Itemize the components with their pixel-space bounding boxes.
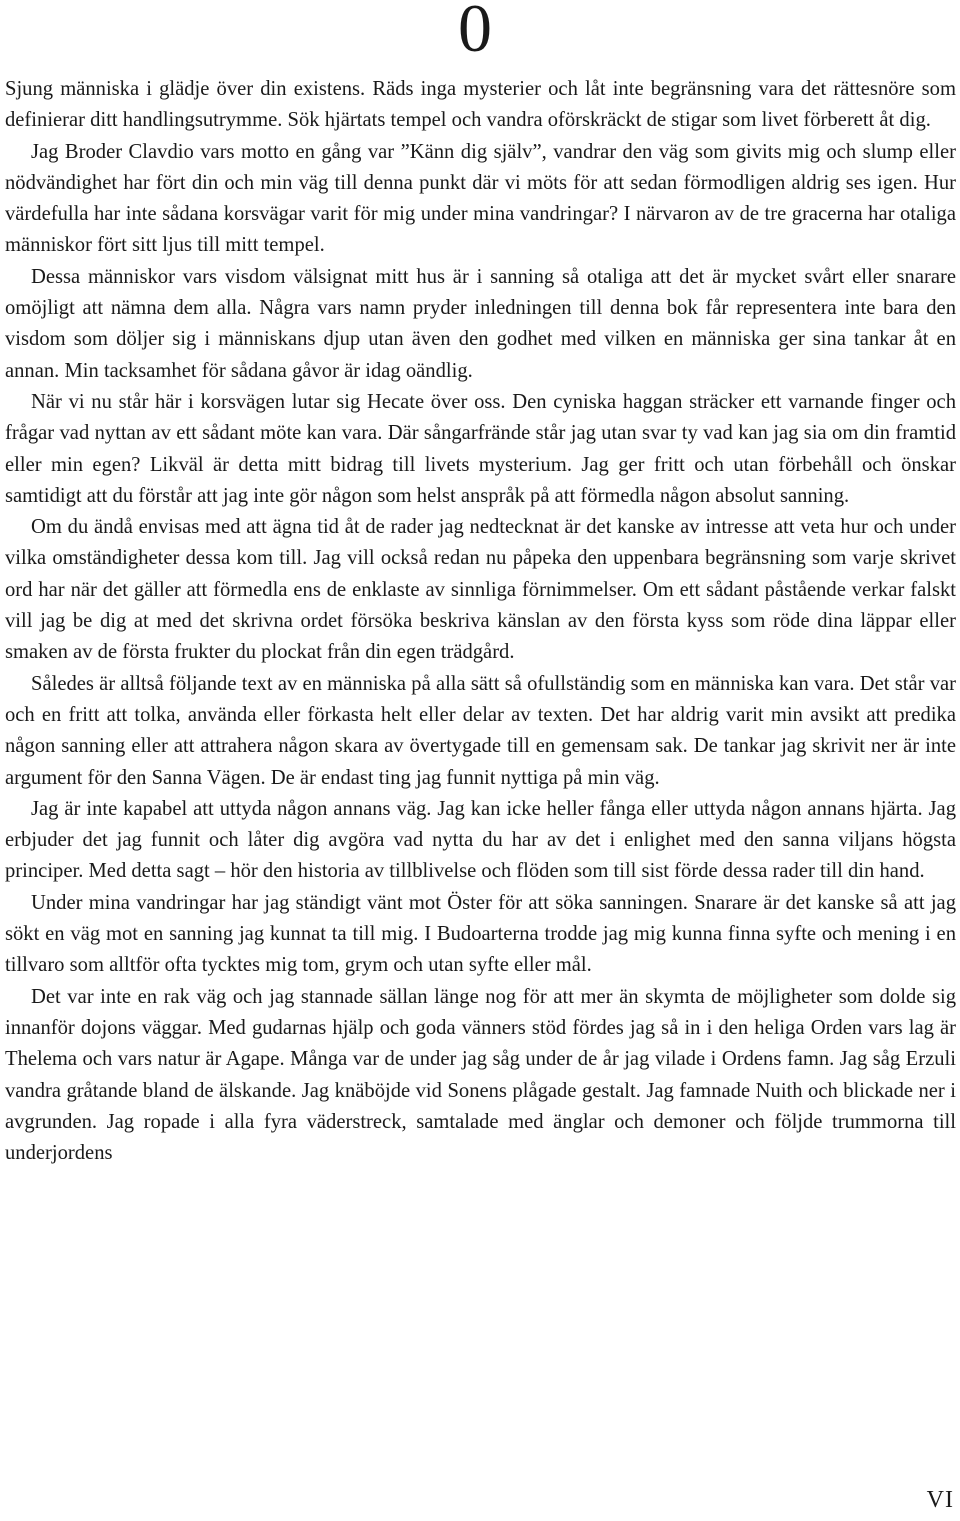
paragraph: Jag är inte kapabel att uttyda någon annans väg. Jag kan icke heller fånga eller uttyda någon annans hjärta. Jag erbjuder det jag funnit och låter dig avgöra vad nytta du har av det i enlighet med den sanna viljans högsta principer. Med detta sagt – hör den historia av tillblivelse och flöden som till sist förde dessa rader till din hand. (5, 797, 956, 883)
paragraph: Dessa människor vars visdom välsignat mitt hus är i sanning så otaliga att det är mycket svårt eller snarare omöjligt att nämna dem alla. Några vars namn pryder inledningen till denna bok får representera inte bara den visdom som döljer sig i människans djup utan även den godhet med vilken en människa ger sina tankar åt en annan. Min tacksamhet för sådana gåvor är idag oändlig. (5, 265, 956, 382)
paragraph: Sjung människa i glädje över din existens. Räds inga mysterier och låt inte begränsning vara det rättesnöre som definierar ditt handlingsutrymme. Sök hjärtats tempel och vandra oförskräckt de stigar som livet förberett åt dig. (5, 78, 956, 132)
paragraph: Det var inte en rak väg och jag stannade sällan länge nog för att mer än skymta de möjligheter som dolde sig innanför dojons väggar. Med gudarnas hjälp och goda vänners stöd fördes jag så in i den heliga Orden vars lag är Thelema och vars natur är Agape. Många var de under jag såg under de år jag vilade i Ordens famn. Jag såg Erzuli vandra gråtande bland de älskande. Jag knäböjde vid Sonens plågade gestalt. Jag famnade Nuith och blickade ner i avgrunden. Jag ropade i alla fyra väderstreck, samtalade med änglar och demoner och följde trummorna till underjordens (5, 985, 956, 1165)
page-number: VI (926, 1487, 954, 1513)
paragraph: När vi nu står här i korsvägen lutar sig Hecate över oss. Den cyniska haggan sträcker ett varnande finger och frågar vad nyttan av ett sådant möte kan vara. Där sångarfrände står jag utan svar ty vad kan jag sia om din framtid eller min egen? Likväl är detta mitt bidrag till livets mysterium. Jag ger fritt och utan förbehåll och önskar samtidigt att du förstår att jag inte gör någon som helst anspråk på att förmedla någon absolut sanning. (5, 390, 956, 507)
paragraph: Således är alltså följande text av en människa på alla sätt så ofullständig som en människa kan vara. Det står var och en fritt att tolka, använda eller förkasta helt eller delar av texten. Det har aldrig varit min avsikt att predika någon sanning eller att attrahera någon skara av övertygade till en gemensam sak. De tankar jag skrivit ner är inte argument för den Sanna Vägen. De är endast ting jag funnit nyttiga på min väg. (5, 672, 956, 789)
chapter-number: 0 (458, 0, 492, 66)
body-text (5, 74, 956, 1169)
paragraph: Jag Broder Clavdio vars motto en gång var ”Känn dig själv”, vandrar den väg som givits mig och slump eller nödvändighet har fört din och min väg till denna punkt där vi möts för att sedan förmodligen aldrig ses igen. Hur värdefulla har inte sådana korsvägar varit för mig under mina vandringar? I närvaron av de tre gracerna har otaliga människor fört sitt ljus till mitt tempel. (5, 140, 956, 257)
paragraph: Om du ändå envisas med att ägna tid åt de rader jag nedtecknat är det kanske av intresse att veta hur och under vilka omständigheter dessa kom till. Jag vill också redan nu påpeka den uppenbara begränsning som varje skrivet ord har när det gäller att förmedla ens de enklaste av sinnliga förnimmelser. Om ett sådant påstående verkar falskt vill jag be dig at med det skrivna ordet försöka beskriva känslan av den första kyss som röde dina läppar eller smaken av de första frukter du plockat från din egen trädgård. (5, 516, 956, 664)
paragraph: Under mina vandringar har jag ständigt vänt mot Öster för att söka sanningen. Snarare är det kanske så att jag sökt en väg mot en sanning jag kunnat ta till mig. I Budoarterna trodde jag mig kunna finna syfte och mening i en tillvaro som alltför ofta tycktes mig tom, grym och utan syfte eller mål. (5, 891, 956, 977)
